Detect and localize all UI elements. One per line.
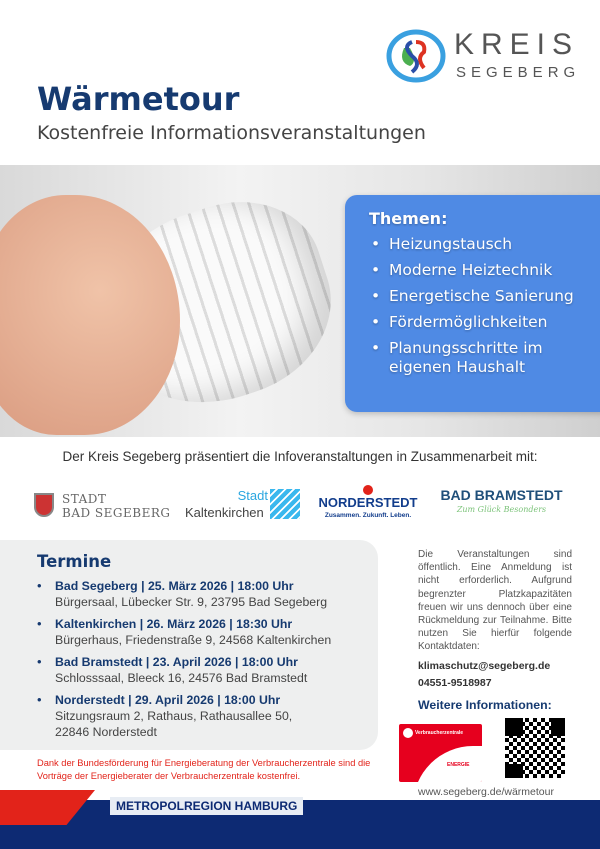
theme-item: • Planungsschritte im eigenen Haushalt bbox=[369, 339, 600, 377]
event-location: Bürgerhaus, Friedenstraße 9, 24568 Kaltenkirchen bbox=[55, 633, 332, 647]
kaltenkirchen-logo bbox=[185, 485, 300, 525]
event-title: • Norderstedt | 29. April 2026 | 18:00 Uhr bbox=[55, 693, 281, 707]
stadt-bad-segeberg-logo bbox=[34, 485, 174, 525]
page-subtitle: Kostenfreie Informationsveranstaltungen bbox=[37, 122, 426, 144]
segeberg-emblem-icon bbox=[386, 28, 448, 86]
event-title: • Kaltenkirchen | 26. März 2026 | 18:30 Uhr bbox=[55, 617, 293, 631]
contact-column bbox=[418, 548, 572, 713]
logo-kreis: KREIS bbox=[454, 28, 580, 61]
event-location: Sitzungsraum 2, Rathaus, Rathausallee 50, 22846 Norderstedt bbox=[55, 709, 293, 739]
theme-item: • Heizungstausch bbox=[369, 235, 600, 254]
bad-bramstedt-logo bbox=[434, 485, 569, 525]
logo-text: BAD BRAMSTEDT bbox=[440, 487, 563, 503]
kaltenkirchen-mark-icon bbox=[270, 489, 300, 519]
qr-code[interactable] bbox=[503, 716, 567, 780]
logo-text: NORDERSTEDT bbox=[318, 495, 418, 510]
norderstedt-mark-icon bbox=[363, 485, 373, 495]
logo-text: Verbraucherzentrale bbox=[415, 730, 464, 736]
termine-panel bbox=[0, 540, 378, 750]
v-icon bbox=[403, 728, 413, 738]
website-link[interactable]: www.segeberg.de/wärmetour bbox=[418, 786, 554, 798]
contact-email[interactable]: klimaschutz@segeberg.de bbox=[418, 659, 551, 672]
termine-heading: Termine bbox=[37, 552, 112, 571]
kreis-segeberg-logo bbox=[386, 28, 581, 86]
more-info-heading: Weitere Informationen: bbox=[418, 697, 552, 712]
event-item bbox=[37, 654, 378, 686]
page-title: Wärmetour bbox=[37, 80, 240, 118]
themes-heading: Themen: bbox=[369, 209, 448, 228]
themes-box bbox=[345, 195, 600, 412]
event-location: Bürgersaal, Lübecker Str. 9, 23795 Bad Segeberg bbox=[55, 595, 328, 609]
crest-icon bbox=[34, 493, 54, 517]
theme-item: • Fördermöglichkeiten bbox=[369, 313, 600, 332]
event-title: • Bad Segeberg | 25. März 2026 | 18:00 Uhr bbox=[55, 579, 294, 593]
partners-intro: Der Kreis Segeberg präsentiert die Infoveranstaltungen in Zusammenarbeit mit: bbox=[62, 449, 538, 464]
event-item bbox=[37, 692, 378, 740]
logo-tagline: Zusammen. Zukunft. Leben. bbox=[324, 512, 412, 519]
logo-segeberg: SEGEBERG bbox=[456, 64, 581, 81]
metropolregion-label: METROPOLREGION HAMBURG bbox=[110, 797, 303, 815]
norderstedt-logo bbox=[312, 485, 424, 525]
event-title: • Bad Bramstedt | 23. April 2026 | 18:00 Uhr bbox=[55, 655, 298, 669]
event-location: Schlosssaal, Bleeck 16, 24576 Bad Bramstedt bbox=[55, 671, 308, 685]
theme-item: • Energetische Sanierung bbox=[369, 287, 600, 306]
logo-tagline: Zum Glück Besonders bbox=[456, 505, 547, 514]
event-item bbox=[37, 616, 378, 648]
logo-text: Kaltenkirchen bbox=[185, 505, 264, 520]
event-item bbox=[37, 578, 378, 610]
contact-phone[interactable]: 04551-9518987 bbox=[418, 676, 492, 689]
logo-text: STADT bbox=[62, 492, 107, 506]
registration-info: Die Veranstaltungen sind öffentlich. Eine Anmeldung ist nicht erforderlich. Aufgrund begrenzter Platzkapazitäten freuen wir uns dennoch über eine Rückmeldung zur Teilnahme. Bitte nutzen Sie hierfür folgende Kontaktdaten: bbox=[418, 549, 572, 653]
verbraucherzentrale-logo bbox=[399, 724, 482, 782]
logo-text: Stadt bbox=[237, 488, 268, 503]
theme-item: • Moderne Heiztechnik bbox=[369, 261, 600, 280]
funding-note: Dank der Bundesförderung für Energieberatung der Verbraucherzentrale sind die Vorträge der Energieberater der Verbraucherzentrale kostenfrei. bbox=[37, 758, 371, 781]
logo-text: ENERGIE bbox=[447, 762, 470, 768]
logo-text: BAD SEGEBERG bbox=[62, 506, 171, 520]
